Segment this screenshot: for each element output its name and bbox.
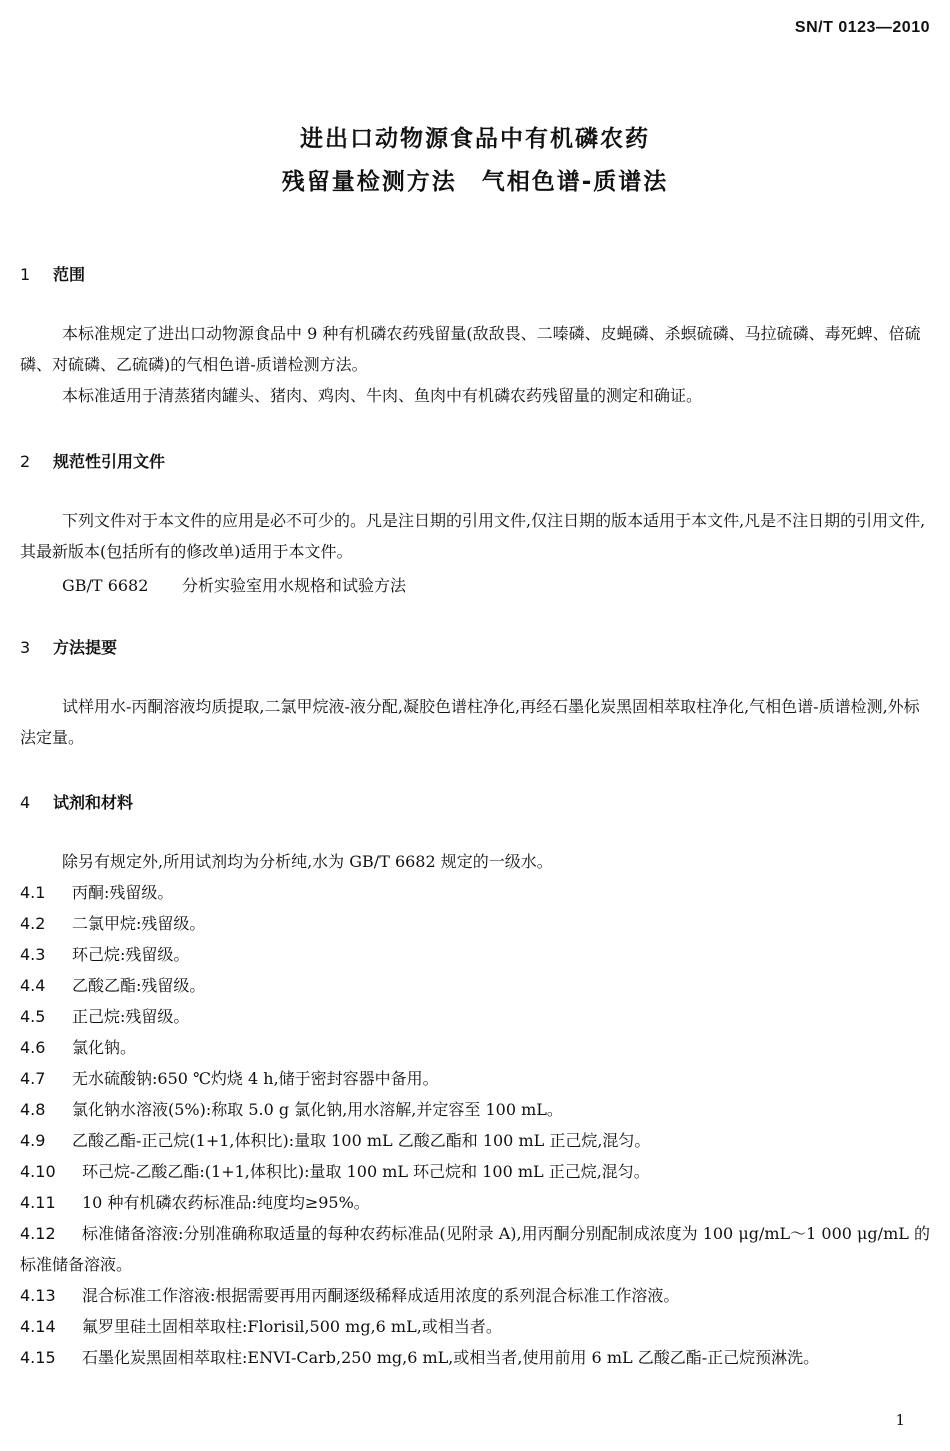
item-text: 无水硫酸钠:650 ℃灼烧 4 h,储于密封容器中备用。 [72, 1069, 439, 1088]
standard-code: SN/T 0123—2010 [794, 19, 930, 36]
document-title-line-2: 残留量检测方法 气相色谱-质谱法 [281, 169, 669, 195]
item-text: 10 种有机磷农药标准品:纯度均≥95%。 [82, 1193, 370, 1212]
section-heading-method-summary [20, 635, 117, 658]
item-text: 氯化钠。 [72, 1038, 137, 1057]
section-title: 规范性引用文件 [53, 452, 166, 471]
method-summary-paragraph: 试样用水-丙酮溶液均质提取,二氯甲烷液-液分配,凝胶色谱柱净化,再经石墨化炭黑固相萃取柱净化,气相色谱-质谱检测,外标法定量。 [20, 697, 920, 747]
reagent-item [20, 1063, 932, 1094]
item-number: 4.15 [20, 1348, 56, 1367]
reagent-item [20, 1218, 932, 1280]
reagent-item [20, 908, 932, 939]
item-text: 标准储备溶液:分别准确称取适量的每种农药标准品(见附录 A),用丙酮分别配制成浓度为 100 μg/mL～1 000 μg/mL 的标准储备溶液。 [20, 1224, 930, 1274]
item-text: 环己烷-乙酸乙酯:(1+1,体积比):量取 100 mL 环己烷和 100 mL 正己烷,混匀。 [82, 1162, 650, 1181]
reagent-item [20, 877, 932, 908]
section-number: 4 [20, 793, 31, 812]
item-number: 4.9 [20, 1131, 46, 1150]
item-text: 氟罗里硅土固相萃取柱:Florisil,500 mg,6 mL,或相当者。 [82, 1317, 502, 1336]
scope-paragraph-2: 本标准适用于清蒸猪肉罐头、猪肉、鸡肉、牛肉、鱼肉中有机磷农药残留量的测定和确证。 [62, 386, 703, 405]
item-number: 4.13 [20, 1286, 56, 1305]
reagent-item [20, 1032, 932, 1063]
reference-code: GB/T 6682 [62, 576, 149, 595]
reagent-item [20, 970, 932, 1001]
section-heading-reagents [20, 790, 133, 813]
references-paragraph: 下列文件对于本文件的应用是必不可少的。凡是注日期的引用文件,仅注日期的版本适用于本文件,凡是不注日期的引用文件,其最新版本(包括所有的修改单)适用于本文件。 [20, 511, 926, 561]
item-number: 4.8 [20, 1100, 46, 1119]
item-text: 混合标准工作溶液:根据需要再用丙酮逐级稀释成适用浓度的系列混合标准工作溶液。 [82, 1286, 680, 1305]
item-text: 石墨化炭黑固相萃取柱:ENVI-Carb,250 mg,6 mL,或相当者,使用前用 6 mL 乙酸乙酯-正己烷预淋洗。 [82, 1348, 820, 1367]
reference-entry [62, 573, 406, 596]
item-text: 二氯甲烷:残留级。 [72, 914, 206, 933]
section-heading-normative-references [20, 449, 165, 472]
item-number: 4.14 [20, 1317, 56, 1336]
item-text: 乙酸乙酯-正己烷(1+1,体积比):量取 100 mL 乙酸乙酯和 100 mL 正己烷,混匀。 [72, 1131, 651, 1150]
document-title-line-1: 进出口动物源食品中有机磷农药 [300, 126, 650, 152]
reagent-item [20, 1187, 932, 1218]
item-number: 4.3 [20, 945, 46, 964]
item-number: 4.11 [20, 1193, 56, 1212]
section-number: 1 [20, 265, 31, 284]
item-number: 4.6 [20, 1038, 46, 1057]
reagent-item [20, 1311, 932, 1342]
item-text: 环己烷:残留级。 [72, 945, 190, 964]
item-number: 4.12 [20, 1224, 56, 1243]
reagent-item [20, 1001, 932, 1032]
item-number: 4.7 [20, 1069, 46, 1088]
item-text: 正己烷:残留级。 [72, 1007, 190, 1026]
section-number: 3 [20, 638, 31, 657]
reagent-item [20, 1156, 932, 1187]
page-number: 1 [895, 1411, 905, 1429]
reagents-intro-paragraph: 除另有规定外,所用试剂均为分析纯,水为 GB/T 6682 规定的一级水。 [62, 852, 553, 871]
section-title: 方法提要 [53, 638, 118, 657]
item-text: 丙酮:残留级。 [72, 883, 174, 902]
reagent-item [20, 1280, 932, 1311]
reagent-item [20, 1342, 932, 1373]
reagent-item [20, 939, 932, 970]
scope-paragraph-1: 本标准规定了进出口动物源食品中 9 种有机磷农药残留量(敌敌畏、二嗪磷、皮蝇磷、杀螟硫磷、马拉硫磷、毒死蜱、倍硫磷、对硫磷、乙硫磷)的气相色谱-质谱检测方法。 [20, 324, 921, 374]
reagent-item [20, 1094, 932, 1125]
item-number: 4.1 [20, 883, 46, 902]
reagent-item [20, 1125, 932, 1156]
section-number: 2 [20, 452, 31, 471]
item-number: 4.2 [20, 914, 46, 933]
section-title: 范围 [53, 265, 86, 284]
section-title: 试剂和材料 [53, 793, 134, 812]
reference-title: 分析实验室用水规格和试验方法 [182, 576, 407, 595]
item-text: 氯化钠水溶液(5%):称取 5.0 g 氯化钠,用水溶解,并定容至 100 mL。 [72, 1100, 563, 1119]
item-text: 乙酸乙酯:残留级。 [72, 976, 206, 995]
item-number: 4.10 [20, 1162, 56, 1181]
item-number: 4.5 [20, 1007, 46, 1026]
item-number: 4.4 [20, 976, 46, 995]
section-heading-scope [20, 262, 85, 285]
